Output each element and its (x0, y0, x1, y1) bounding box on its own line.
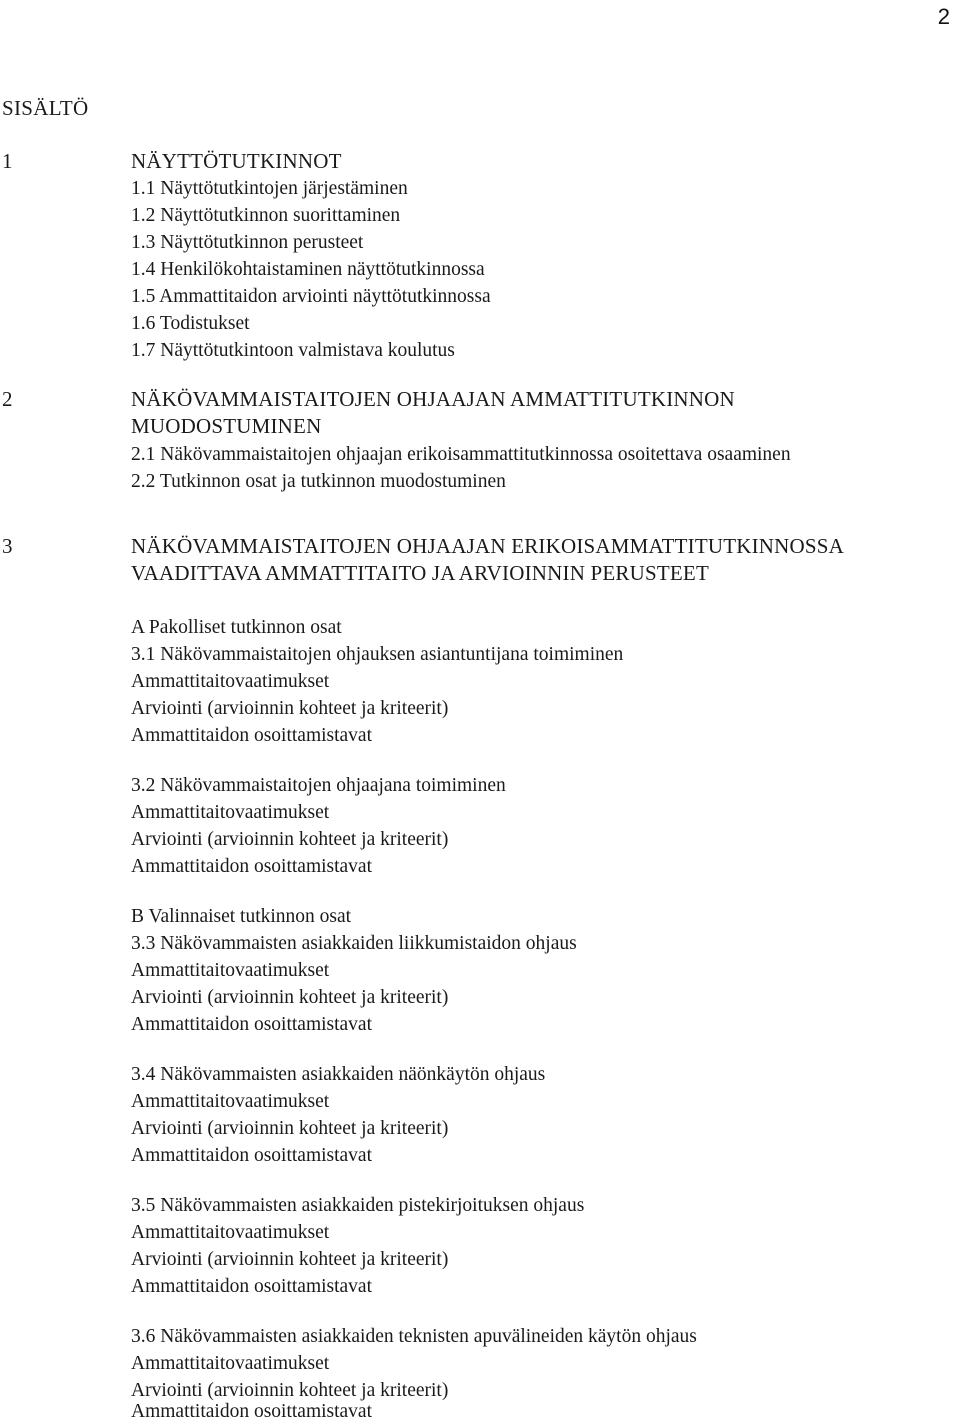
sub-item-demonstration: Ammattitaidon osoittamistavat (131, 1401, 373, 1422)
toc-title: SISÄLTÖ (2, 96, 89, 120)
sub-item-assessment: Arviointi (arvioinnin kohteet ja kriteerit) (131, 1249, 449, 1270)
sub-item-demonstration: Ammattitaidon osoittamistavat (131, 1145, 373, 1166)
toc-item-1-5: 1.5 Ammattitaidon arviointi näyttötutkinnossa (131, 286, 491, 307)
chapter-2-heading-line1: NÄKÖVAMMAISTAITOJEN OHJAAJAN AMMATTITUTKINNON (131, 387, 735, 411)
sub-item-requirements: Ammattitaitovaatimukset (131, 1353, 330, 1374)
group-a-heading: A Pakolliset tutkinnon osat (131, 617, 342, 638)
chapter-3-heading-line1: NÄKÖVAMMAISTAITOJEN OHJAAJAN ERIKOISAMMATTITUTKINNOSSA (131, 534, 845, 558)
sub-item-requirements: Ammattitaitovaatimukset (131, 671, 330, 692)
sub-item-demonstration: Ammattitaidon osoittamistavat (131, 856, 373, 877)
toc-item-1-6: 1.6 Todistukset (131, 313, 250, 334)
sub-item-assessment: Arviointi (arvioinnin kohteet ja kriteerit) (131, 1118, 449, 1139)
toc-item-3-4: 3.4 Näkövammaisten asiakkaiden näönkäytön ohjaus (131, 1064, 546, 1085)
chapter-1-number: 1 (2, 149, 13, 173)
toc-item-3-5: 3.5 Näkövammaisten asiakkaiden pistekirjoituksen ohjaus (131, 1195, 585, 1216)
sub-item-assessment: Arviointi (arvioinnin kohteet ja kriteerit) (131, 987, 449, 1008)
chapter-3-number: 3 (2, 534, 13, 558)
chapter-1-heading: NÄYTTÖTUTKINNOT (131, 149, 342, 173)
sub-item-assessment: Arviointi (arvioinnin kohteet ja kriteerit) (131, 1380, 449, 1401)
chapter-2-heading-line2: MUODOSTUMINEN (131, 414, 322, 438)
sub-item-demonstration: Ammattitaidon osoittamistavat (131, 725, 373, 746)
sub-item-assessment: Arviointi (arvioinnin kohteet ja kriteerit) (131, 829, 449, 850)
toc-item-1-7: 1.7 Näyttötutkintoon valmistava koulutus (131, 340, 455, 361)
sub-item-requirements: Ammattitaitovaatimukset (131, 802, 330, 823)
sub-item-requirements: Ammattitaitovaatimukset (131, 1091, 330, 1112)
sub-item-demonstration: Ammattitaidon osoittamistavat (131, 1276, 373, 1297)
sub-item-assessment: Arviointi (arvioinnin kohteet ja kriteerit) (131, 698, 449, 719)
toc-item-1-3: 1.3 Näyttötutkinnon perusteet (131, 232, 364, 253)
toc-item-3-1: 3.1 Näkövammaistaitojen ohjauksen asiantuntijana toimiminen (131, 644, 624, 665)
chapter-3-heading-line2: VAADITTAVA AMMATTITAITO JA ARVIOINNIN PERUSTEET (131, 561, 709, 585)
toc-item-1-1: 1.1 Näyttötutkintojen järjestäminen (131, 178, 408, 199)
toc-item-2-1: 2.1 Näkövammaistaitojen ohjaajan erikoisammattitutkinnossa osoitettava osaaminen (131, 444, 791, 465)
toc-item-3-2: 3.2 Näkövammaistaitojen ohjaajana toimiminen (131, 775, 506, 796)
toc-item-2-2: 2.2 Tutkinnon osat ja tutkinnon muodostuminen (131, 471, 506, 492)
toc-item-3-3: 3.3 Näkövammaisten asiakkaiden liikkumistaidon ohjaus (131, 933, 577, 954)
page-number: 2 (937, 4, 950, 29)
toc-item-1-4: 1.4 Henkilökohtaistaminen näyttötutkinnossa (131, 259, 485, 280)
chapter-2-number: 2 (2, 387, 13, 411)
toc-item-1-2: 1.2 Näyttötutkinnon suorittaminen (131, 205, 401, 226)
group-b-heading: B Valinnaiset tutkinnon osat (131, 906, 352, 927)
sub-item-demonstration: Ammattitaidon osoittamistavat (131, 1014, 373, 1035)
sub-item-requirements: Ammattitaitovaatimukset (131, 960, 330, 981)
toc-item-3-6: 3.6 Näkövammaisten asiakkaiden teknisten apuvälineiden käytön ohjaus (131, 1326, 697, 1347)
sub-item-requirements: Ammattitaitovaatimukset (131, 1222, 330, 1243)
